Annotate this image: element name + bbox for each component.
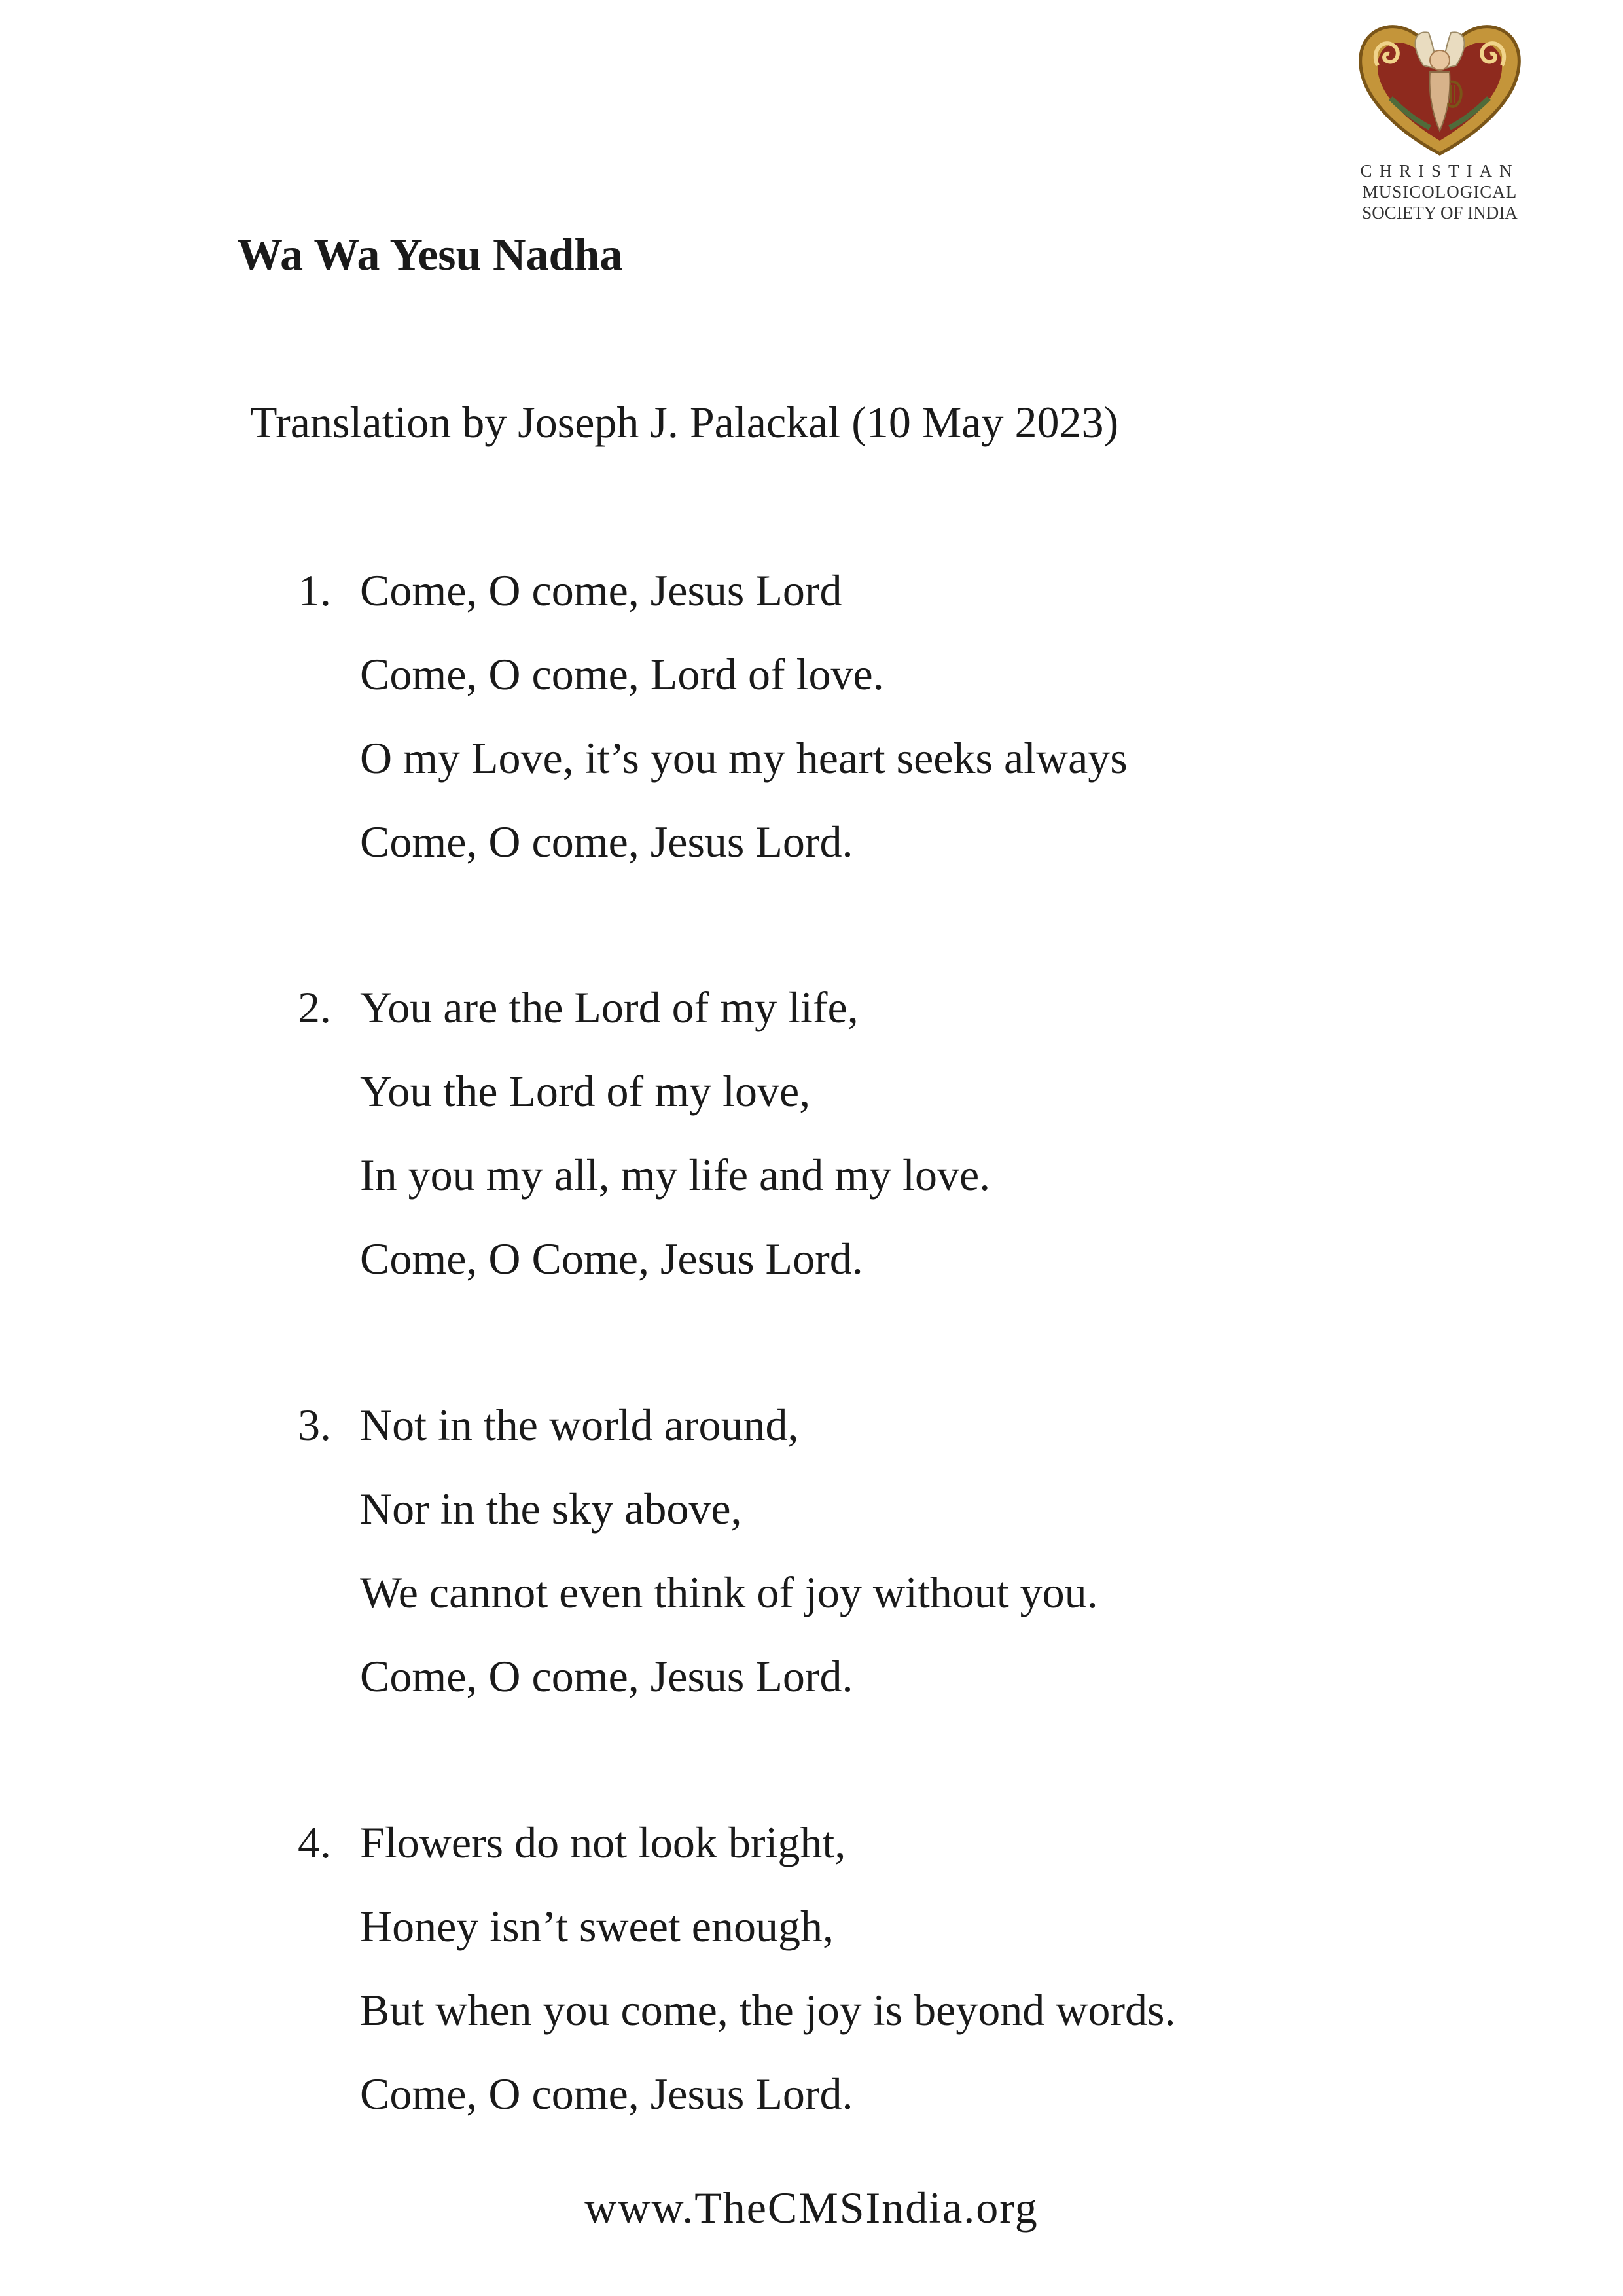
verse-line: You the Lord of my love,: [360, 1066, 811, 1116]
verse-line: Nor in the sky above,: [360, 1484, 742, 1534]
translation-credit: Translation by Joseph J. Palackal (10 May 2023): [250, 397, 1119, 447]
logo-line-3: SOCIETY OF INDIA: [1362, 203, 1518, 223]
cms-logo: [1335, 20, 1544, 229]
verse-line: Come, O come, Jesus Lord.: [360, 817, 853, 867]
footer-website: www.TheCMSIndia.org: [584, 2183, 1039, 2233]
logo-line-2: MUSICOLOGICAL: [1362, 182, 1518, 202]
document-title: Wa Wa Yesu Nadha: [237, 230, 623, 280]
verse-line: Come, O come, Jesus Lord.: [360, 1651, 853, 1701]
verse-line: We cannot even think of joy without you.: [360, 1568, 1098, 1617]
verse-line: Come, O come, Jesus Lord.: [360, 2069, 853, 2119]
verse-line: Honey isn’t sweet enough,: [360, 1901, 834, 1951]
verse-line: O my Love, it’s you my heart seeks always: [360, 733, 1128, 783]
logo-text: [1335, 160, 1544, 223]
angel-lyre-emblem-icon: [1351, 20, 1528, 160]
verse-line: Flowers do not look bright,: [360, 1818, 846, 1867]
verse-number: 2.: [298, 982, 331, 1032]
logo-line-1: CHRISTIAN: [1360, 161, 1520, 181]
verse-number: 4.: [298, 1818, 331, 1867]
verse-line: Not in the world around,: [360, 1400, 799, 1450]
verse-line: Come, O come, Jesus Lord: [360, 565, 842, 615]
verse-line: In you my all, my life and my love.: [360, 1150, 991, 1200]
verse-line: You are the Lord of my life,: [360, 982, 859, 1032]
verse-line: Come, O come, Lord of love.: [360, 649, 884, 699]
verse-number: 3.: [298, 1400, 331, 1450]
verse-number: 1.: [298, 565, 331, 615]
verse-line: Come, O Come, Jesus Lord.: [360, 1234, 863, 1283]
verse-line: But when you come, the joy is beyond words.: [360, 1985, 1176, 2035]
